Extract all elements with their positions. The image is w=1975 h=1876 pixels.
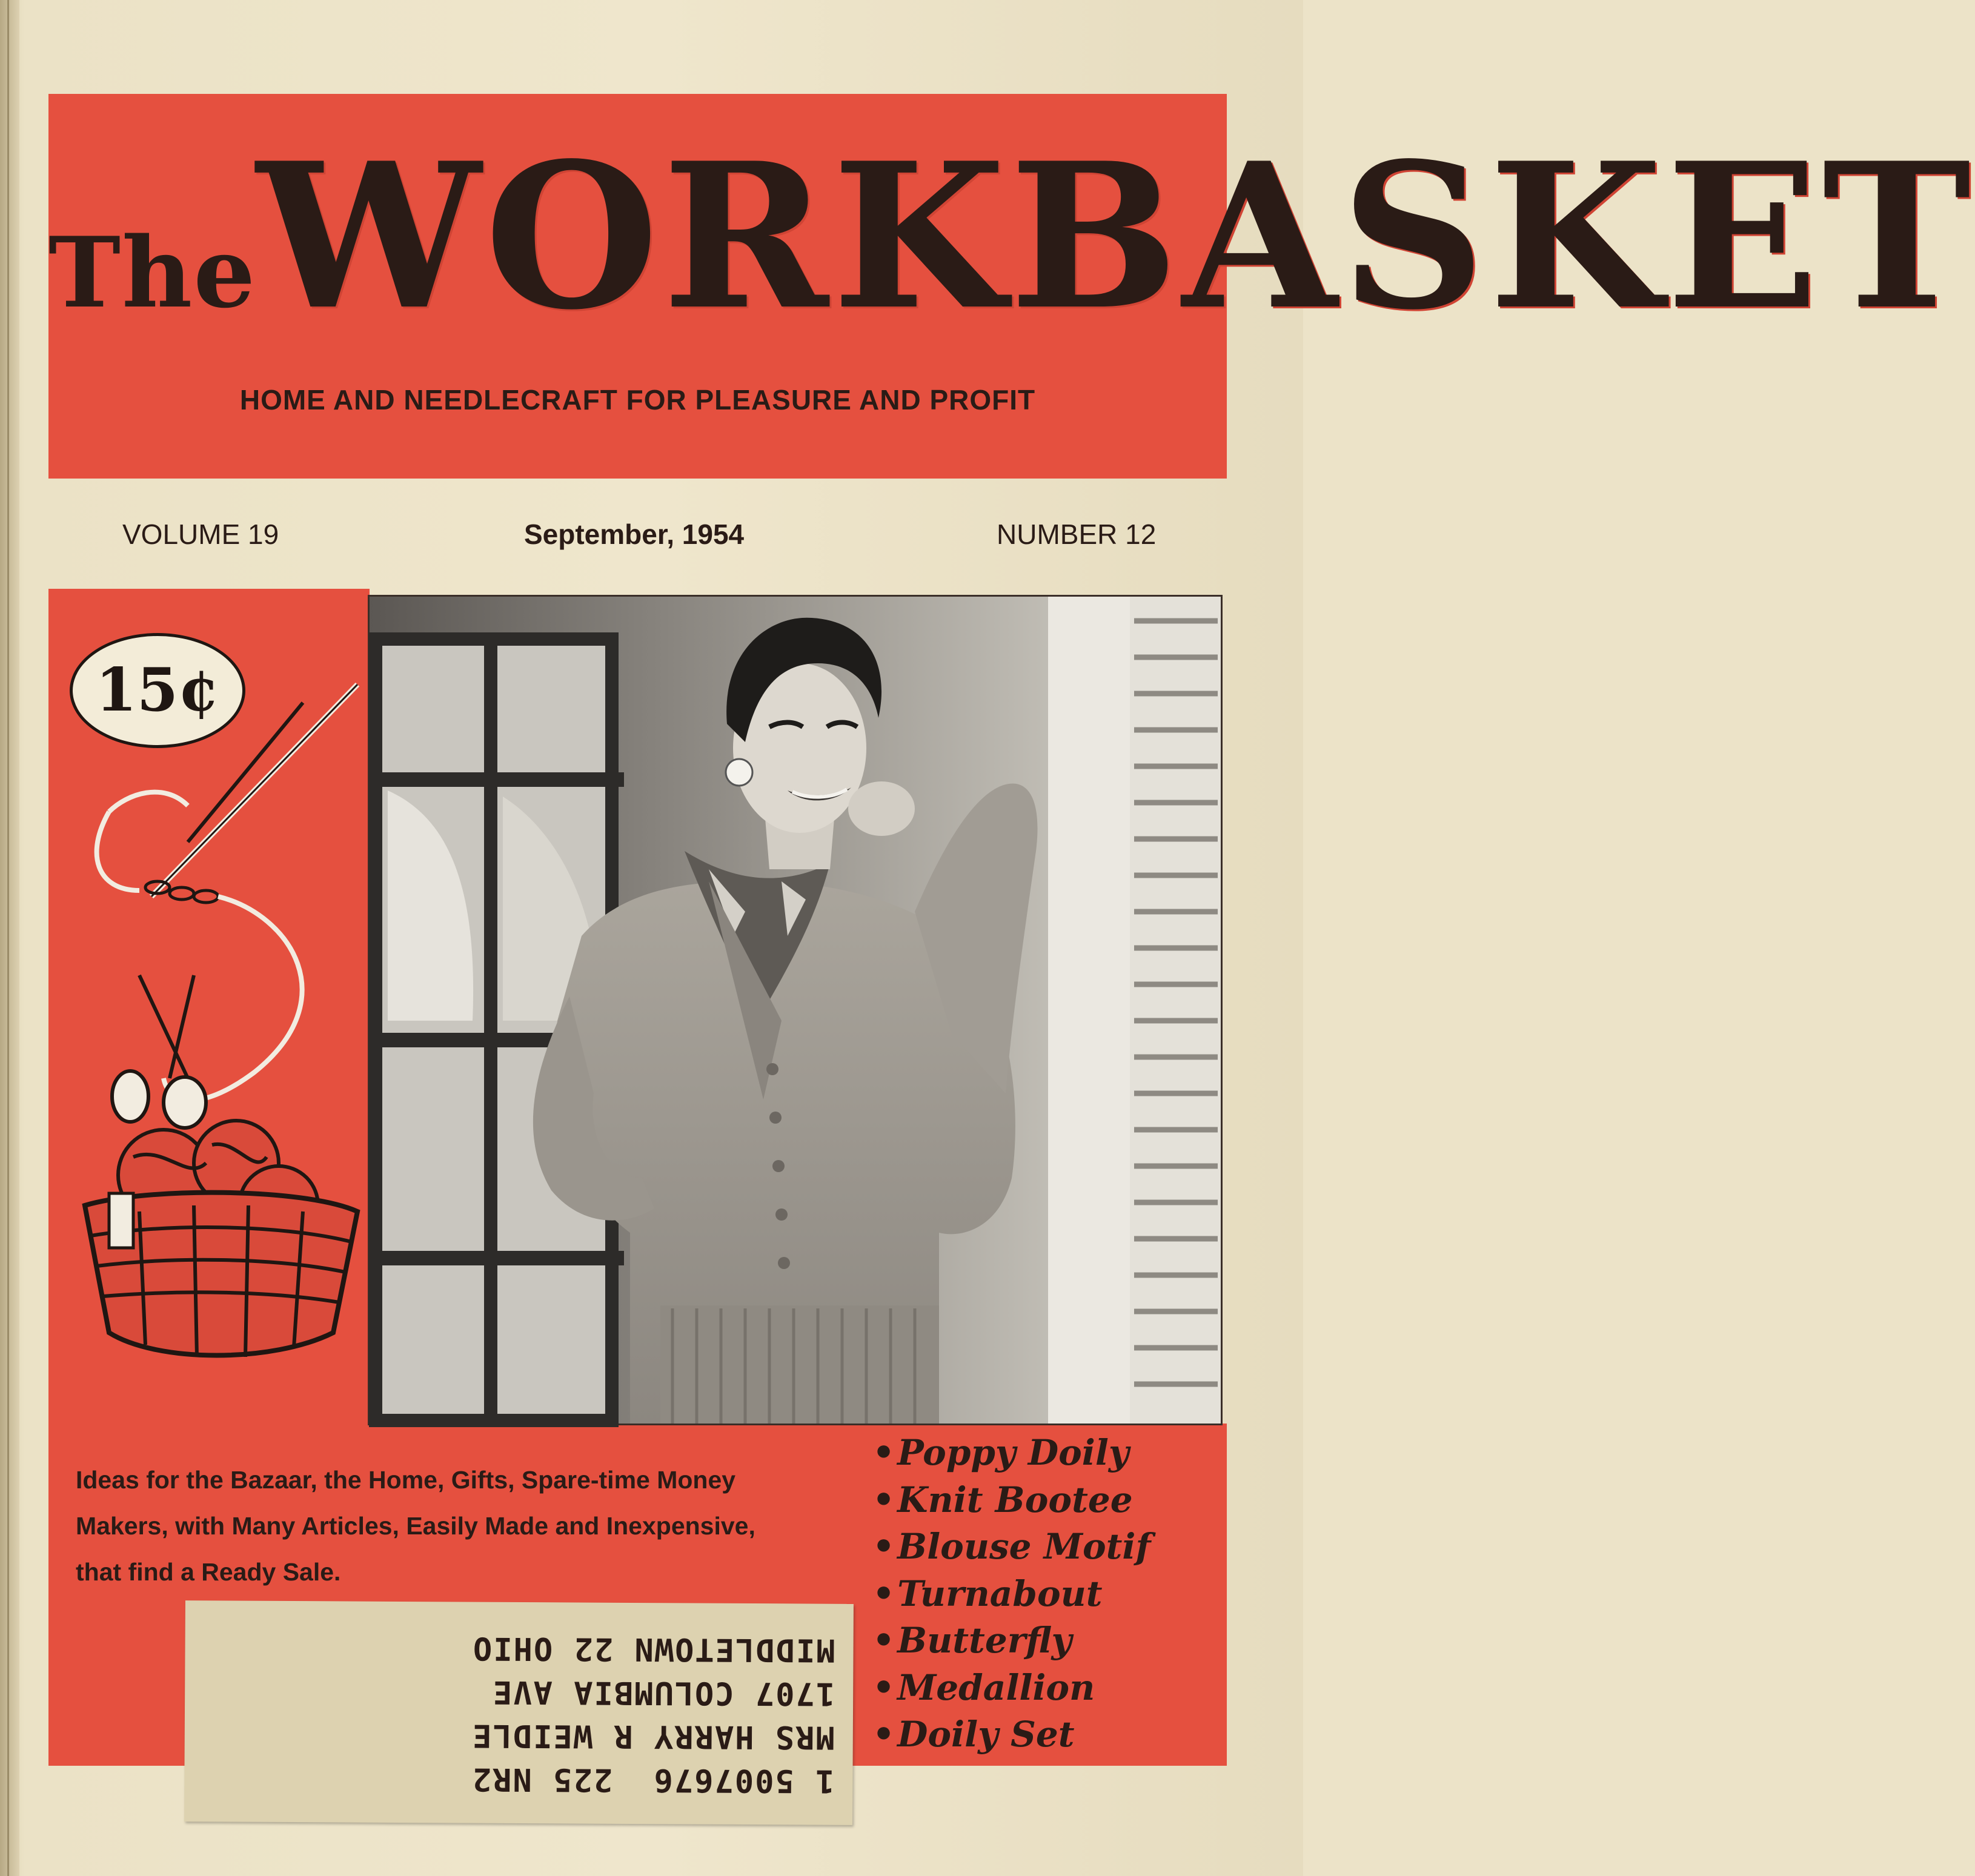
sewing-basket-illustration [73, 660, 363, 1399]
spine-fold-line [7, 0, 9, 1876]
masthead [48, 94, 1975, 479]
woman-in-cardigan-photo [370, 597, 1221, 1424]
issue-number: NUMBER 12 [997, 519, 1157, 550]
volume-label: VOLUME 19 [122, 519, 279, 550]
title-main: WORKBASKET [256, 119, 1975, 354]
magazine-title [48, 119, 1975, 354]
mailing-label [184, 1600, 854, 1825]
title-prefix: The [48, 216, 257, 330]
feature-item: • Medallion [872, 1665, 1224, 1712]
issue-info-bar [48, 518, 1227, 560]
feature-item: • Poppy Doily [872, 1430, 1224, 1477]
cover-photo [370, 597, 1221, 1424]
label-line: 1 5007676 225 NR2 [471, 1760, 835, 1799]
feature-item: • Blouse Motif [872, 1523, 1224, 1571]
label-line: MRS HARRY R WEIDLE [471, 1717, 835, 1755]
feature-item: • Knit Bootee [872, 1477, 1224, 1524]
mailing-label-text [202, 1625, 835, 1802]
feature-item: • Turnabout [872, 1571, 1224, 1618]
label-line: MIDDLETOWN 22 OHIO [471, 1629, 835, 1668]
issue-date: September, 1954 [524, 519, 745, 550]
promo-text: Ideas for the Bazaar, the Home, Gifts, Spare-time Money Makers, with Many Articles, Easily Made and Inexpensive, that find a Ready Sale. [76, 1466, 755, 1586]
feature-item: • Butterfly [872, 1617, 1224, 1665]
feature-list [872, 1430, 1224, 1758]
magazine-spine [0, 0, 19, 1876]
feature-item: • Doily Set [872, 1711, 1224, 1758]
tagline: HOME AND NEEDLECRAFT FOR PLEASURE AND PROFIT [239, 384, 1036, 416]
label-line: 1707 COLUMBIA AVE [491, 1673, 835, 1712]
price-badge: 15¢ [70, 633, 245, 748]
